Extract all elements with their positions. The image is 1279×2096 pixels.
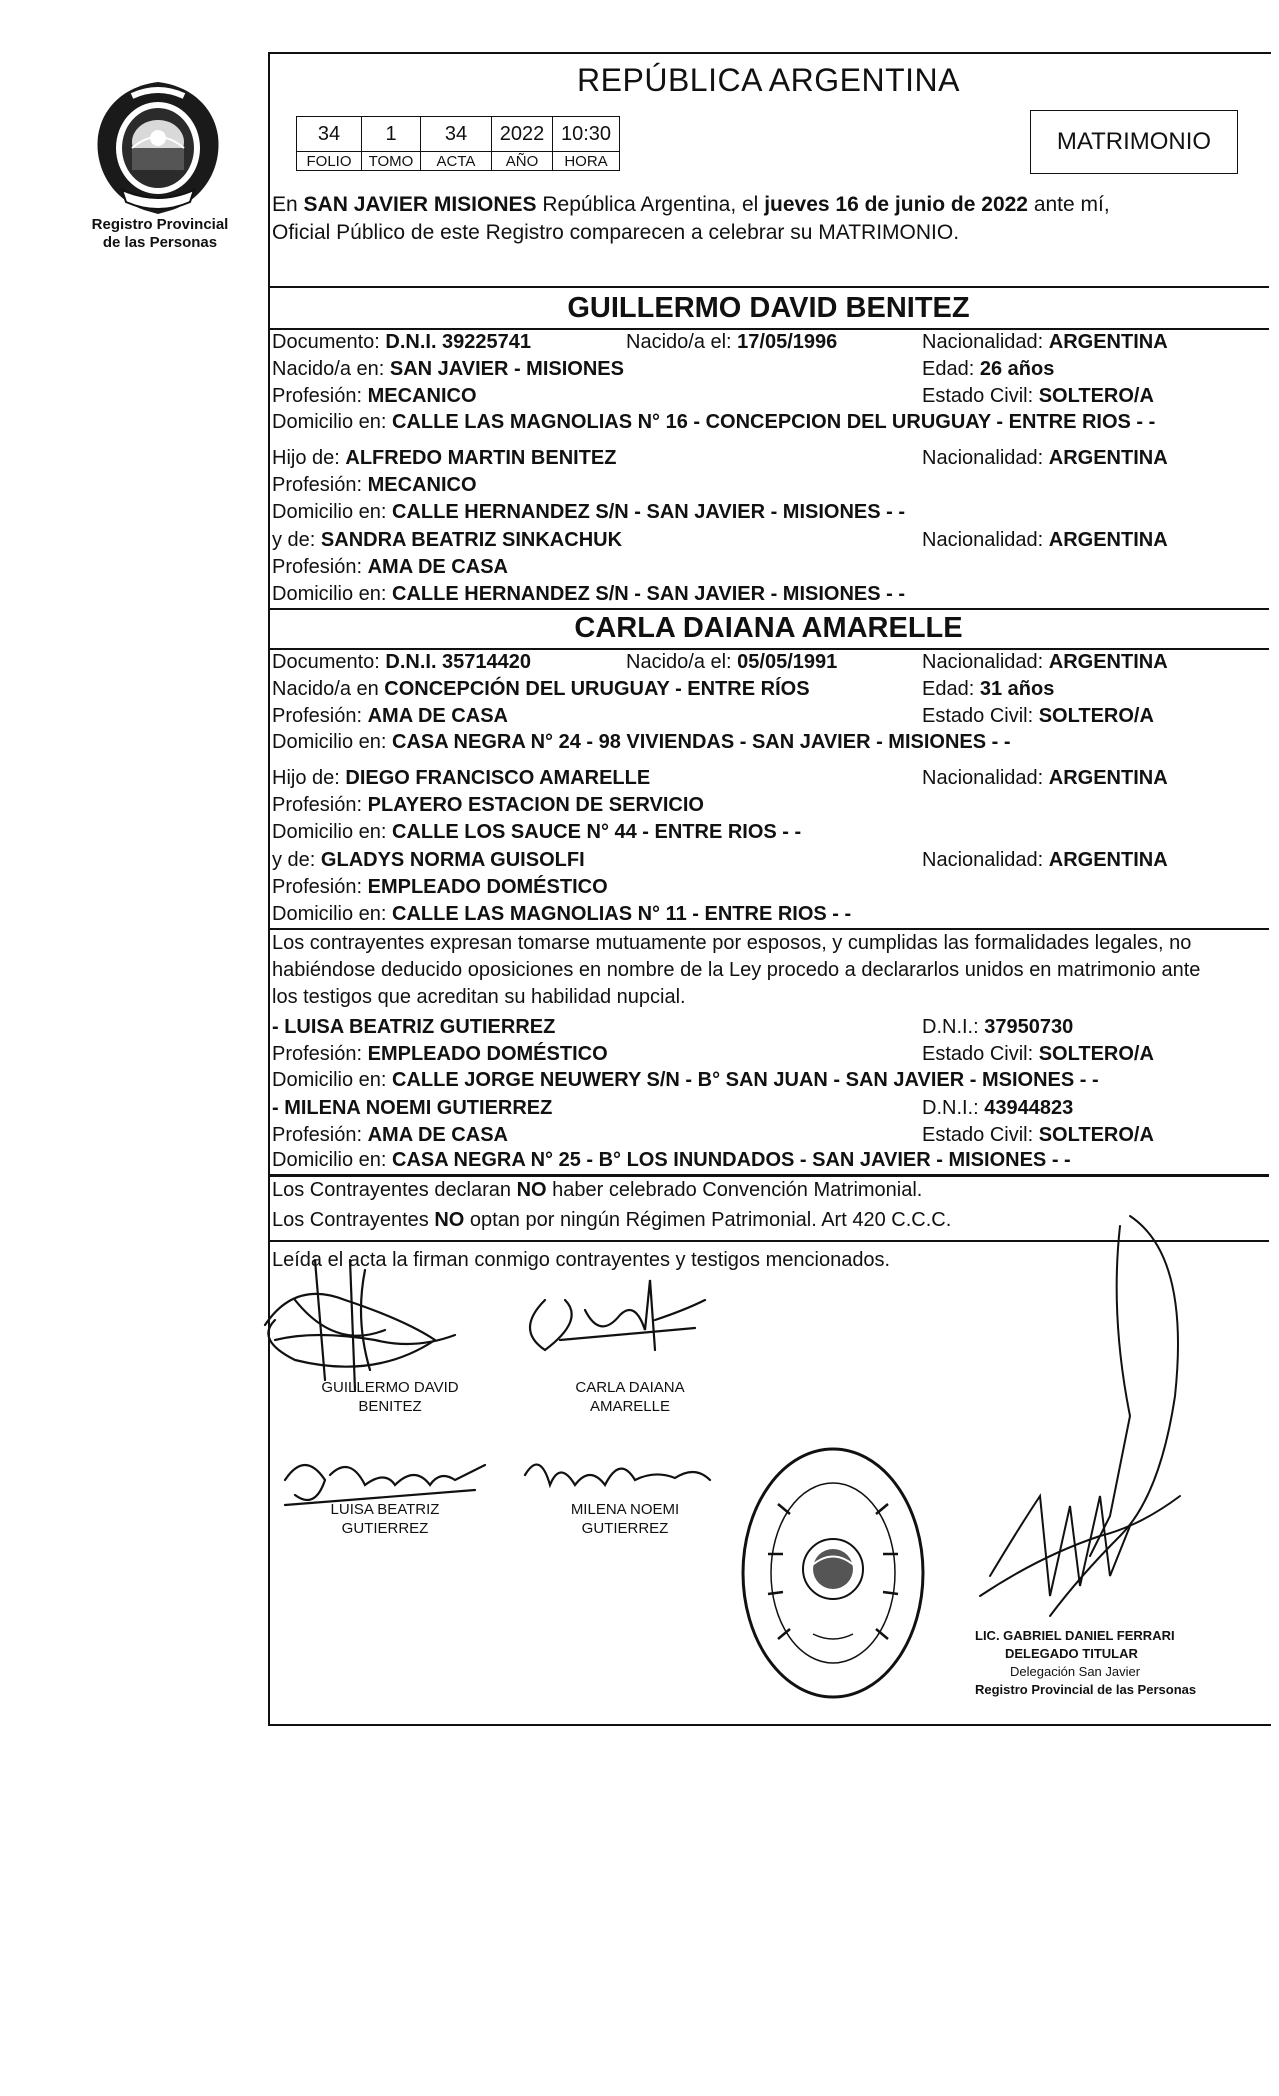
delegado-registry: Registro Provincial de las Personas [975,1682,1197,1697]
c2-domicilio: Domicilio en: CASA NEGRA N° 24 - 98 VIVIENDAS - SAN JAVIER - MISIONES - - [272,731,1011,753]
c2-nacido-en: Nacido/a en CONCEPCIÓN DEL URUGUAY - ENTRE RÍOS [272,678,810,700]
intro-line-2: Oficial Público de este Registro comparecen a celebrar su MATRIMONIO. [272,221,960,244]
c2-padre-nacionalidad: Nacionalidad: ARGENTINA [922,767,1168,789]
anio-value: 2022 [492,117,553,152]
c1-estado-civil: Estado Civil: SOLTERO/A [922,385,1154,407]
declaracion-line-1: Los contrayentes expresan tomarse mutuamente por esposos, y cumplidas las formalidades legales, no [272,932,1192,954]
c1-padre-nacionalidad: Nacionalidad: ARGENTINA [922,447,1168,469]
contrayente2-name: CARLA DAIANA AMARELLE [574,612,963,644]
c2-madre: y de: GLADYS NORMA GUISOLFI [272,849,585,871]
testigo1-name: - LUISA BEATRIZ GUTIERREZ [272,1016,556,1038]
folio-value: 34 [297,117,362,152]
sig-caption-carla: CARLA DAIANA AMARELLE [575,1379,685,1415]
testigo1-estado-civil: Estado Civil: SOLTERO/A [922,1043,1154,1065]
anio-label: AÑO [492,152,553,171]
c2-padre-profesion: Profesión: PLAYERO ESTACION DE SERVICIO [272,794,704,816]
c2-nacionalidad: Nacionalidad: ARGENTINA [922,651,1168,673]
contrayente1-name: GUILLERMO DAVID BENITEZ [567,292,970,324]
c2-estado-civil: Estado Civil: SOLTERO/A [922,705,1154,727]
c2-padre: Hijo de: DIEGO FRANCISCO AMARELLE [272,767,651,789]
c2-documento: Documento: D.N.I. 35714420 [272,651,532,673]
c1-documento: Documento: D.N.I. 39225741 [272,331,532,353]
acta-value: 34 [421,117,492,152]
c1-padre-domicilio: Domicilio en: CALLE HERNANDEZ S/N - SAN JAVIER - MISIONES - - [272,501,906,523]
c1-nacido-el: Nacido/a el: 17/05/1996 [626,331,838,353]
hora-label: HORA [553,152,620,171]
testigo2-profesion: Profesión: AMA DE CASA [272,1124,508,1146]
c1-madre-profesion: Profesión: AMA DE CASA [272,556,508,578]
divider [268,1174,1269,1177]
acta-label: ACTA [421,152,492,171]
hora-value: 10:30 [553,117,620,152]
logo-caption-line1: Registro Provincial [91,216,229,233]
c1-profesion: Profesión: MECANICO [272,385,477,407]
leida-statement: Leída el acta la firman conmigo contrayentes y testigos mencionados. [272,1249,891,1271]
registro-provincial-logo [92,78,224,216]
acta-type-box: MATRIMONIO [1030,110,1238,174]
testigo1-dni: D.N.I.: 37950730 [922,1016,1074,1038]
testigo2-domicilio: Domicilio en: CASA NEGRA N° 25 - B° LOS INUNDADOS - SAN JAVIER - MISIONES - - [272,1149,1071,1171]
sig-caption-luisa: LUISA BEATRIZ GUTIERREZ [330,1501,440,1537]
c1-madre: y de: SANDRA BEATRIZ SINKACHUK [272,529,623,551]
tomo-value: 1 [362,117,421,152]
c1-padre-profesion: Profesión: MECANICO [272,474,477,496]
convencion-line-2: Los Contrayentes NO optan por ningún Régimen Patrimonial. Art 420 C.C.C. [272,1209,952,1231]
c2-madre-nacionalidad: Nacionalidad: ARGENTINA [922,849,1168,871]
delegado-office: Delegación San Javier [1010,1664,1141,1679]
testigo2-dni: D.N.I.: 43944823 [922,1097,1074,1119]
acta-registry-grid [296,116,620,171]
testigo1-domicilio: Domicilio en: CALLE JORGE NEUWERY S/N - B° SAN JUAN - SAN JAVIER - MSIONES - - [272,1069,1099,1091]
c2-padre-domicilio: Domicilio en: CALLE LOS SAUCE N° 44 - ENTRE RIOS - - [272,821,802,843]
intro-line-1: En SAN JAVIER MISIONES República Argentina, el jueves 16 de junio de 2022 ante mí, [272,193,1110,216]
official-signature [960,1196,1210,1656]
logo-caption-line2: de las Personas [102,234,218,251]
testigo2-name: - MILENA NOEMI GUTIERREZ [272,1097,553,1119]
tomo-label: TOMO [362,152,421,171]
document-title: REPÚBLICA ARGENTINA [577,62,960,98]
testigo2-estado-civil: Estado Civil: SOLTERO/A [922,1124,1154,1146]
divider [268,608,1269,610]
sig-caption-guillermo: GUILLERMO DAVID BENITEZ [321,1379,459,1415]
c2-madre-profesion: Profesión: EMPLEADO DOMÉSTICO [272,876,608,898]
c1-madre-domicilio: Domicilio en: CALLE HERNANDEZ S/N - SAN JAVIER - MISIONES - - [272,583,906,605]
c2-nacido-el: Nacido/a el: 05/05/1991 [626,651,838,673]
sig-caption-milena: MILENA NOEMI GUTIERREZ [570,1501,680,1537]
convencion-line-1: Los Contrayentes declaran NO haber celebrado Convención Matrimonial. [272,1179,923,1201]
c1-padre: Hijo de: ALFREDO MARTIN BENITEZ [272,447,617,469]
logo-caption [70,216,250,252]
declaracion-line-2: habiéndose deducido oposiciones en nombre de la Ley procedo a declararlos unidos en matrimonio ante [272,959,1201,981]
folio-label: FOLIO [297,152,362,171]
delegado-title: DELEGADO TITULAR [1005,1646,1138,1661]
c2-profesion: Profesión: AMA DE CASA [272,705,508,727]
c1-nacido-en: Nacido/a en: SAN JAVIER - MISIONES [272,358,624,380]
delegado-name: LIC. GABRIEL DANIEL FERRARI [975,1628,1175,1643]
c1-nacionalidad: Nacionalidad: ARGENTINA [922,331,1168,353]
divider [268,286,1269,288]
c2-madre-domicilio: Domicilio en: CALLE LAS MAGNOLIAS N° 11 - ENTRE RIOS - - [272,903,852,925]
declaracion-line-3: los testigos que acreditan su habilidad nupcial. [272,986,686,1008]
c2-edad: Edad: 31 años [922,678,1055,700]
c1-edad: Edad: 26 años [922,358,1055,380]
c1-domicilio: Domicilio en: CALLE LAS MAGNOLIAS N° 16 - CONCEPCION DEL URUGUAY - ENTRE RIOS - - [272,411,1156,433]
c1-madre-nacionalidad: Nacionalidad: ARGENTINA [922,529,1168,551]
official-stamp [738,1444,928,1702]
testigo1-profesion: Profesión: EMPLEADO DOMÉSTICO [272,1043,608,1065]
